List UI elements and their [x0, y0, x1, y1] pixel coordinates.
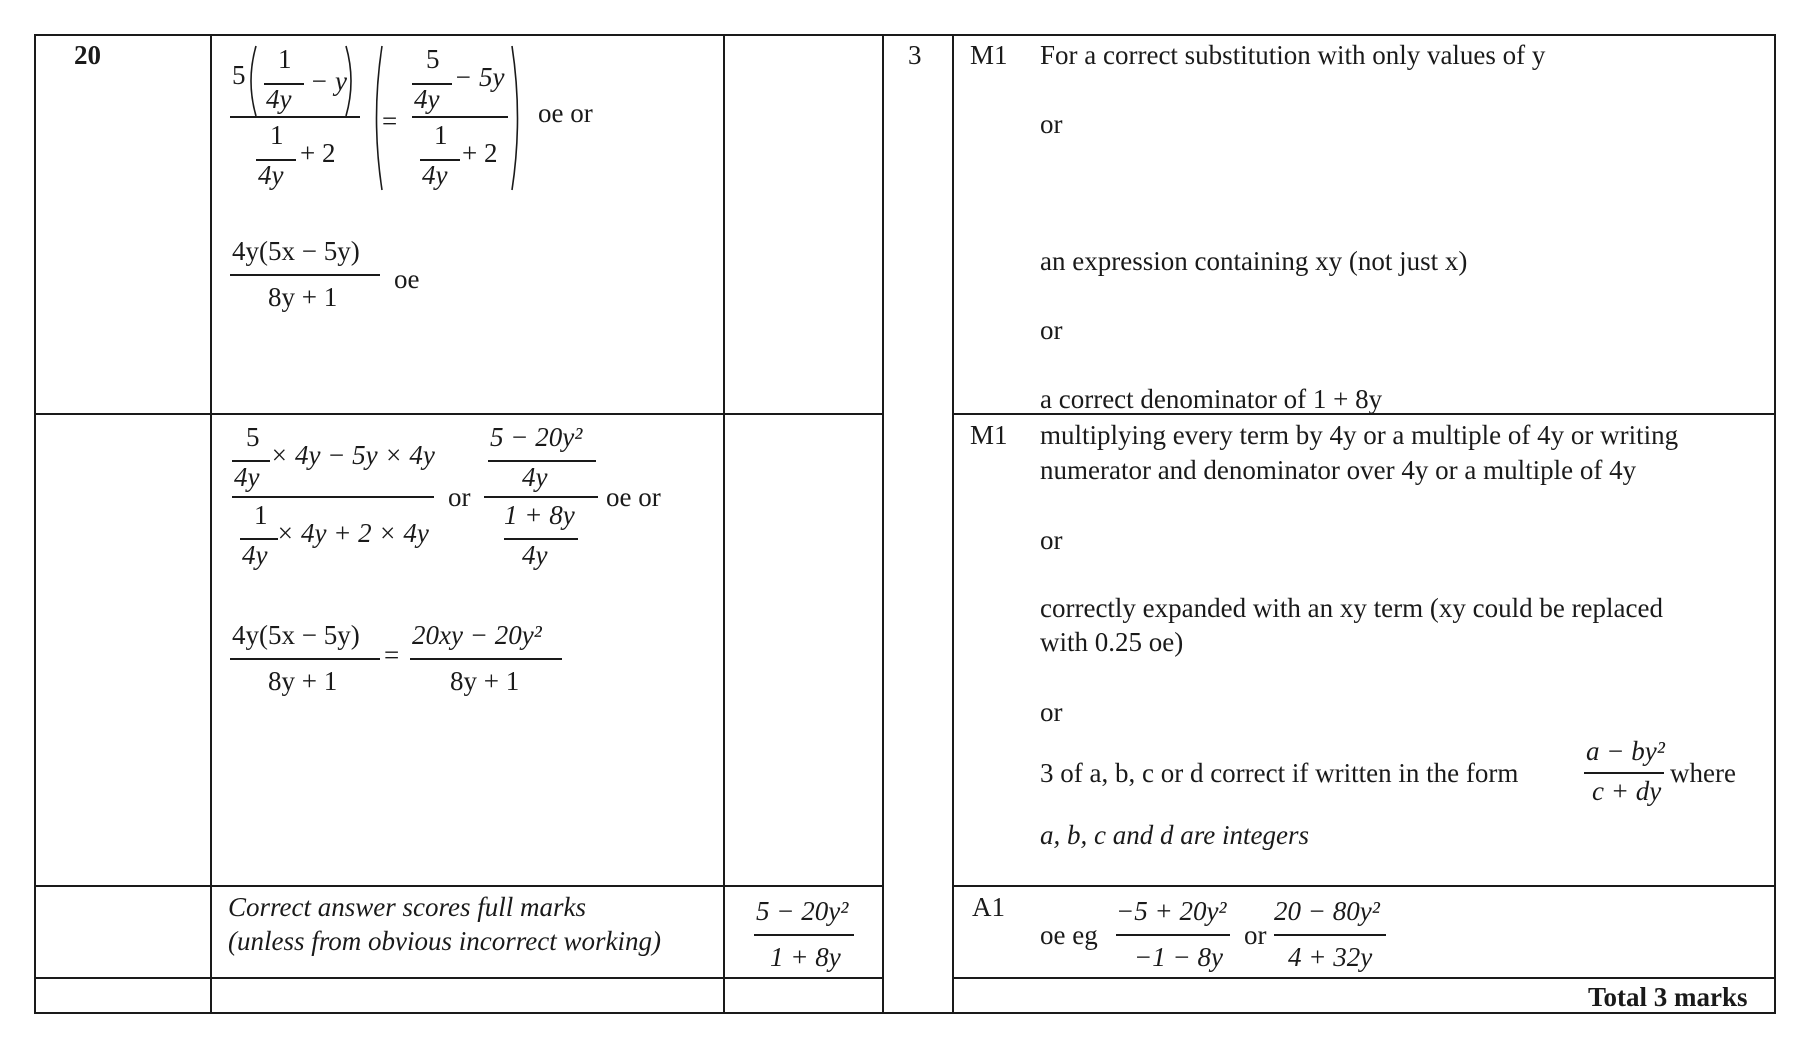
row3-mark-code: A1	[972, 892, 1005, 922]
row2-guidance-line3a: 3 of a, b, c or d correct if written in the form	[1040, 758, 1519, 788]
row-divider	[952, 977, 1776, 979]
row1-guidance-line3: a correct denominator of 1 + 8y	[1040, 384, 1383, 414]
row3-answer-num: 5 − 20y²	[756, 896, 849, 926]
question-mark-total: 3	[908, 40, 922, 70]
row2-den-terms: × 4y + 2 × 4y	[276, 518, 429, 548]
row3-alt1-num: −5 + 20y²	[1116, 896, 1227, 926]
row-divider	[952, 885, 1776, 887]
row3-alt1-den: −1 − 8y	[1134, 942, 1223, 972]
column-divider	[723, 34, 725, 1014]
row2-form-den: c + dy	[1592, 776, 1662, 806]
row1-den-den: 4y	[258, 160, 284, 190]
row3-note-line1: Correct answer scores full marks	[228, 892, 586, 922]
row1-minus-y: − y	[310, 66, 347, 96]
row1-den-num: 1	[270, 120, 284, 150]
row2-den-frac-den: 4y	[242, 540, 268, 570]
row1-inner-den: 4y	[266, 84, 292, 114]
row1-alt-main-bar	[412, 116, 508, 118]
row2-rhs-num: 20xy − 20y²	[412, 620, 542, 650]
row3-answer-den: 1 + 8y	[770, 942, 841, 972]
row-divider	[34, 885, 884, 887]
table-border-bottom	[34, 1012, 1776, 1014]
row1-paren-left	[244, 44, 258, 118]
column-divider	[882, 34, 884, 1014]
row1-main-bar	[230, 116, 360, 118]
question-number: 20	[74, 40, 101, 70]
row1-plus-two: + 2	[300, 138, 336, 168]
row2-alt-num: 5 − 20y²	[490, 422, 583, 452]
row2-alt-den-den: 4y	[522, 540, 548, 570]
row1-mark-code: M1	[970, 40, 1008, 70]
row2-num-frac-num: 5	[246, 422, 260, 452]
row2-lhs-num: 4y(5x − 5y)	[232, 620, 360, 650]
row1-guidance-line1: For a correct substitution with only values of y	[1040, 40, 1546, 70]
row1-oe-or: oe or	[538, 98, 593, 128]
row1-inner-num: 1	[278, 44, 292, 74]
row1-guidance-or2: or	[1040, 315, 1063, 345]
row1-alt-den-num: 1	[434, 120, 448, 150]
row1-bracket-right	[510, 44, 524, 192]
row2-num-terms: × 4y − 5y × 4y	[270, 440, 435, 470]
row3-oe-eg: oe eg	[1040, 920, 1098, 950]
row2-guidance-where: where	[1670, 758, 1736, 788]
table-border-left	[34, 34, 36, 1014]
column-divider	[952, 34, 954, 1014]
row1-alt-inner-num: 5	[426, 44, 440, 74]
row2-guidance-line3b: a, b, c and d are integers	[1040, 820, 1309, 850]
row1-minus-5y: − 5y	[454, 62, 505, 92]
row2-guidance-line1b: numerator and denominator over 4y or a multiple of 4y	[1040, 455, 1637, 485]
row3-alt2-den: 4 + 32y	[1288, 942, 1373, 972]
row2-lhs-den: 8y + 1	[268, 666, 338, 696]
row-divider	[34, 977, 884, 979]
row3-or: or	[1244, 920, 1267, 950]
row1-bracket-left	[370, 44, 384, 192]
row2-alt-main-bar	[484, 496, 598, 498]
row1-paren-right	[344, 44, 358, 118]
table-border-right	[1774, 34, 1776, 1014]
row2-equals: =	[384, 640, 400, 670]
row1-guidance-line2: an expression containing xy (not just x)	[1040, 246, 1468, 276]
row3-note-line2: (unless from obvious incorrect working)	[228, 926, 661, 956]
column-divider	[210, 34, 212, 1014]
row2-oe-or: oe or	[606, 482, 661, 512]
row1-expr2-den: 8y + 1	[268, 282, 338, 312]
row1-expr2-num: 4y(5x − 5y)	[232, 236, 360, 266]
row2-alt-num-den: 4y	[522, 462, 548, 492]
row2-main-bar	[232, 496, 434, 498]
row-divider	[34, 413, 884, 415]
row2-guidance-line2a: correctly expanded with an xy term (xy could be replaced	[1040, 593, 1663, 623]
row1-equals: =	[382, 106, 398, 136]
row2-mark-code: M1	[970, 420, 1008, 450]
row1-coef-five: 5	[232, 60, 246, 90]
row2-rhs-den: 8y + 1	[450, 666, 520, 696]
row2-den-frac-num: 1	[254, 500, 268, 530]
row1-alt-inner-den: 4y	[414, 84, 440, 114]
total-marks: Total 3 marks	[1588, 982, 1748, 1012]
row1-guidance-or1: or	[1040, 109, 1063, 139]
row2-or: or	[448, 482, 471, 512]
row3-alt2-num: 20 − 80y²	[1274, 896, 1380, 926]
row1-oe: oe	[394, 264, 420, 294]
row2-alt-den: 1 + 8y	[504, 500, 575, 530]
row1-alt-plus-two: + 2	[462, 138, 498, 168]
table-border-top	[34, 34, 1776, 36]
row2-form-num: a − by²	[1586, 736, 1665, 766]
row2-num-frac-den: 4y	[234, 462, 260, 492]
row1-alt-den-den: 4y	[422, 160, 448, 190]
row2-guidance-or2: or	[1040, 697, 1063, 727]
row2-guidance-line1a: multiplying every term by 4y or a multiple of 4y or writing	[1040, 420, 1679, 450]
row2-guidance-or1: or	[1040, 525, 1063, 555]
row2-guidance-line2b: with 0.25 oe)	[1040, 627, 1184, 657]
